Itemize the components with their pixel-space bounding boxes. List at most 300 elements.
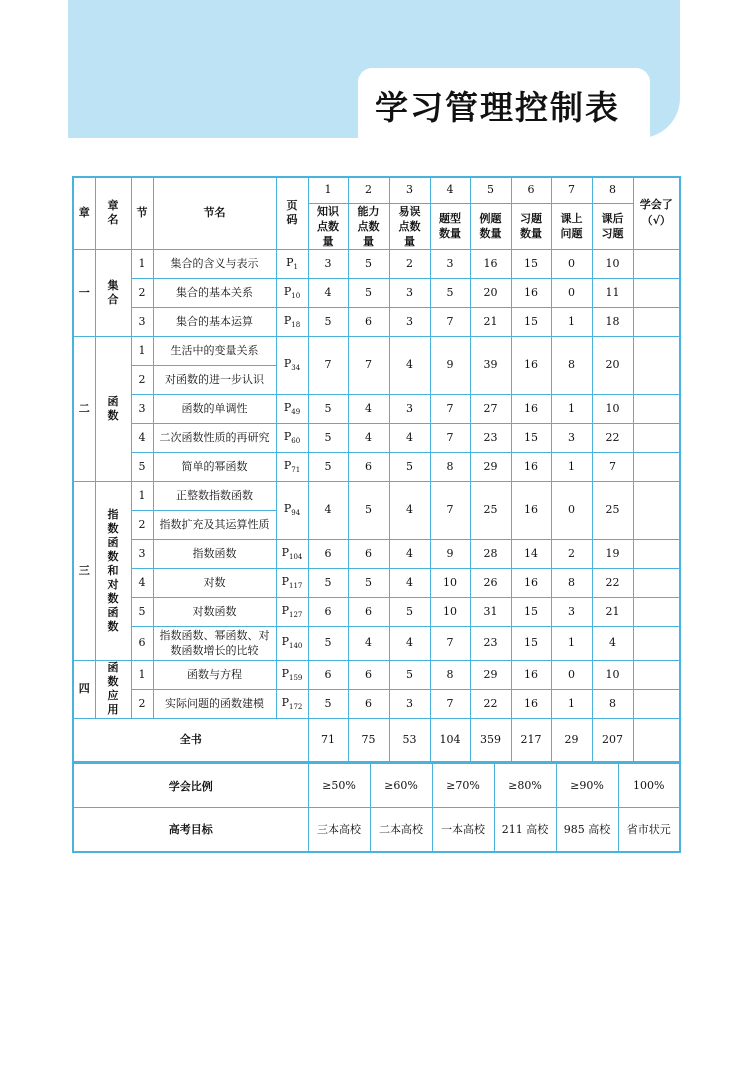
value-cell: 5 bbox=[308, 626, 348, 660]
section-name bbox=[153, 452, 276, 481]
header-col-number: 5 bbox=[470, 177, 511, 203]
section-number: 5 bbox=[131, 597, 153, 626]
section-name-text: 指数函数、幂函数、对数函数增长的比较 bbox=[159, 629, 270, 658]
summary-table bbox=[72, 763, 681, 853]
value-cell: 10 bbox=[592, 394, 633, 423]
total-cell: 359 bbox=[470, 718, 511, 762]
value-cell: 8 bbox=[592, 689, 633, 718]
header-col-label bbox=[511, 203, 551, 249]
table-row bbox=[73, 394, 680, 423]
value-cell: 5 bbox=[348, 568, 389, 597]
value-cell: 1 bbox=[551, 689, 592, 718]
value-cell: 6 bbox=[348, 689, 389, 718]
section-name-text: 生活中的变量关系 bbox=[170, 343, 259, 357]
value-cell: 29 bbox=[470, 452, 511, 481]
header-col-number: 2 bbox=[348, 177, 389, 203]
page-ref bbox=[276, 568, 308, 597]
value-cell: 18 bbox=[592, 307, 633, 336]
table-row bbox=[73, 539, 680, 568]
chapter-name-text: 函数应用 bbox=[107, 661, 119, 717]
page-ref bbox=[276, 626, 308, 660]
value-cell: 5 bbox=[348, 278, 389, 307]
learned-cell bbox=[633, 249, 680, 278]
section-name-text: 集合的基本关系 bbox=[176, 285, 253, 299]
ratio-row bbox=[73, 764, 680, 808]
learned-cell bbox=[633, 718, 680, 762]
chapter-name bbox=[95, 660, 131, 718]
page-ref-text: P bbox=[283, 313, 292, 327]
table-row bbox=[73, 568, 680, 597]
value-cell: 22 bbox=[592, 568, 633, 597]
page-ref-subscript: 104 bbox=[289, 552, 303, 561]
page-ref-subscript: 34 bbox=[291, 364, 301, 373]
value-cell: 5 bbox=[308, 452, 348, 481]
page-ref-subscript: 60 bbox=[291, 436, 301, 445]
section-name-text: 指数函数 bbox=[192, 546, 237, 560]
value-cell: 25 bbox=[592, 481, 633, 539]
learned-cell bbox=[633, 278, 680, 307]
value-cell: 6 bbox=[308, 597, 348, 626]
section-name-text: 指数扩充及其运算性质 bbox=[159, 517, 270, 531]
value-cell: 16 bbox=[511, 394, 551, 423]
section-name bbox=[153, 689, 276, 718]
page-ref bbox=[276, 394, 308, 423]
value-cell: 21 bbox=[470, 307, 511, 336]
section-name-text: 对数函数 bbox=[192, 604, 237, 618]
goal-label: 高考目标 bbox=[73, 808, 308, 852]
goal-cell: 三本高校 bbox=[308, 808, 370, 852]
value-cell: 5 bbox=[308, 394, 348, 423]
value-cell: 39 bbox=[470, 336, 511, 394]
table-row bbox=[73, 660, 680, 689]
page-ref-text: P bbox=[286, 255, 294, 269]
value-cell: 0 bbox=[551, 481, 592, 539]
table-row bbox=[73, 278, 680, 307]
section-number: 3 bbox=[131, 394, 153, 423]
chapter-number: 一 bbox=[73, 249, 95, 336]
value-cell: 11 bbox=[592, 278, 633, 307]
section-name bbox=[153, 510, 276, 539]
value-cell: 4 bbox=[592, 626, 633, 660]
page-ref-text: P bbox=[281, 635, 290, 649]
value-cell: 4 bbox=[348, 423, 389, 452]
value-cell: 4 bbox=[389, 481, 430, 539]
page-ref-text: P bbox=[283, 357, 292, 371]
learned-cell bbox=[633, 568, 680, 597]
page-ref-text: P bbox=[281, 695, 290, 709]
value-cell: 16 bbox=[511, 660, 551, 689]
header-col-label-text: 知识点数量 bbox=[317, 204, 339, 248]
value-cell: 15 bbox=[511, 307, 551, 336]
section-number: 2 bbox=[131, 689, 153, 718]
goal-cell: 985 高校 bbox=[556, 808, 618, 852]
section-name bbox=[153, 423, 276, 452]
header-page-text: 页码 bbox=[286, 199, 298, 227]
chapter-name bbox=[95, 336, 131, 481]
header-section: 节 bbox=[131, 177, 153, 249]
value-cell: 6 bbox=[308, 539, 348, 568]
value-cell: 15 bbox=[511, 249, 551, 278]
header-col-number: 8 bbox=[592, 177, 633, 203]
page-ref bbox=[276, 307, 308, 336]
chapter-name bbox=[95, 249, 131, 336]
value-cell: 10 bbox=[592, 660, 633, 689]
section-name-text: 对数 bbox=[203, 575, 226, 589]
value-cell: 6 bbox=[348, 539, 389, 568]
value-cell: 7 bbox=[430, 423, 470, 452]
value-cell: 6 bbox=[348, 660, 389, 689]
value-cell: 3 bbox=[389, 394, 430, 423]
section-name-text: 二次函数性质的再研究 bbox=[159, 430, 270, 444]
value-cell: 21 bbox=[592, 597, 633, 626]
table-row bbox=[73, 481, 680, 510]
section-number: 4 bbox=[131, 568, 153, 597]
study-control-table bbox=[72, 176, 681, 763]
learned-cell bbox=[633, 336, 680, 394]
value-cell: 16 bbox=[511, 278, 551, 307]
header-col-number: 6 bbox=[511, 177, 551, 203]
header-page bbox=[276, 177, 308, 249]
value-cell: 5 bbox=[308, 689, 348, 718]
section-name bbox=[153, 278, 276, 307]
chapter-number: 三 bbox=[73, 481, 95, 660]
value-cell: 4 bbox=[389, 626, 430, 660]
value-cell: 8 bbox=[430, 452, 470, 481]
value-cell: 25 bbox=[470, 481, 511, 539]
value-cell: 22 bbox=[592, 423, 633, 452]
section-name bbox=[153, 597, 276, 626]
value-cell: 0 bbox=[551, 660, 592, 689]
page-ref-subscript: 18 bbox=[291, 320, 301, 329]
page-ref bbox=[276, 249, 308, 278]
header-col-label-text: 题型数量 bbox=[439, 212, 461, 240]
ratio-label: 学会比例 bbox=[73, 764, 308, 808]
value-cell: 5 bbox=[389, 597, 430, 626]
header-col-label bbox=[308, 203, 348, 249]
value-cell: 9 bbox=[430, 336, 470, 394]
value-cell: 7 bbox=[308, 336, 348, 394]
value-cell: 6 bbox=[308, 660, 348, 689]
header-col-label bbox=[592, 203, 633, 249]
value-cell: 3 bbox=[551, 423, 592, 452]
value-cell: 8 bbox=[551, 568, 592, 597]
value-cell: 10 bbox=[592, 249, 633, 278]
header-section-name: 节名 bbox=[153, 177, 276, 249]
page-title: 学习管理控制表 bbox=[375, 88, 620, 127]
value-cell: 15 bbox=[511, 626, 551, 660]
value-cell: 6 bbox=[348, 452, 389, 481]
header-col-number: 1 bbox=[308, 177, 348, 203]
section-name bbox=[153, 365, 276, 394]
value-cell: 1 bbox=[551, 452, 592, 481]
table-row bbox=[73, 249, 680, 278]
learned-cell bbox=[633, 626, 680, 660]
value-cell: 16 bbox=[511, 481, 551, 539]
value-cell: 5 bbox=[308, 568, 348, 597]
value-cell: 1 bbox=[551, 394, 592, 423]
section-name-text: 简单的幂函数 bbox=[181, 459, 248, 473]
table-row bbox=[73, 336, 680, 365]
value-cell: 8 bbox=[551, 336, 592, 394]
value-cell: 3 bbox=[308, 249, 348, 278]
header-row bbox=[73, 177, 680, 203]
value-cell: 4 bbox=[348, 394, 389, 423]
section-number: 1 bbox=[131, 336, 153, 365]
section-name bbox=[153, 249, 276, 278]
value-cell: 15 bbox=[511, 597, 551, 626]
section-name-text: 函数与方程 bbox=[187, 667, 242, 681]
value-cell: 15 bbox=[511, 423, 551, 452]
goal-cell: 一本高校 bbox=[432, 808, 494, 852]
section-number: 1 bbox=[131, 481, 153, 510]
page-ref-subscript: 159 bbox=[289, 673, 303, 682]
page-ref bbox=[276, 452, 308, 481]
table-row bbox=[73, 689, 680, 718]
learned-cell bbox=[633, 394, 680, 423]
value-cell: 5 bbox=[308, 307, 348, 336]
section-name-text: 对函数的进一步认识 bbox=[165, 372, 264, 386]
value-cell: 5 bbox=[308, 423, 348, 452]
learned-cell bbox=[633, 307, 680, 336]
section-name bbox=[153, 660, 276, 689]
value-cell: 6 bbox=[348, 597, 389, 626]
value-cell: 0 bbox=[551, 278, 592, 307]
header-learned bbox=[633, 177, 680, 249]
chapter-name-text: 集合 bbox=[107, 278, 119, 306]
value-cell: 3 bbox=[389, 689, 430, 718]
total-cell: 75 bbox=[348, 718, 389, 762]
value-cell: 4 bbox=[389, 423, 430, 452]
section-number: 3 bbox=[131, 307, 153, 336]
section-number: 2 bbox=[131, 510, 153, 539]
value-cell: 3 bbox=[389, 307, 430, 336]
value-cell: 2 bbox=[389, 249, 430, 278]
total-row bbox=[73, 718, 680, 762]
goal-cell: 省市状元 bbox=[618, 808, 680, 852]
value-cell: 27 bbox=[470, 394, 511, 423]
value-cell: 19 bbox=[592, 539, 633, 568]
header-col-label bbox=[430, 203, 470, 249]
header-col-label-text: 课上问题 bbox=[560, 212, 583, 240]
value-cell: 3 bbox=[389, 278, 430, 307]
header-col-label-text: 易误点数量 bbox=[398, 204, 421, 248]
value-cell: 7 bbox=[348, 336, 389, 394]
section-number: 6 bbox=[131, 626, 153, 660]
learned-cell bbox=[633, 597, 680, 626]
value-cell: 14 bbox=[511, 539, 551, 568]
header-learned-text: 学会了（√） bbox=[639, 198, 673, 228]
page-ref-text: P bbox=[281, 545, 290, 559]
header-col-label bbox=[348, 203, 389, 249]
page-ref bbox=[276, 689, 308, 718]
chapter-name-text: 函数 bbox=[107, 394, 119, 422]
page-ref bbox=[276, 336, 308, 394]
ratio-cell: 100% bbox=[618, 764, 680, 808]
section-name bbox=[153, 394, 276, 423]
chapter-name-text: 指数函数和对数函数 bbox=[107, 507, 119, 633]
goal-cell: 211 高校 bbox=[494, 808, 556, 852]
section-name-text: 集合的基本运算 bbox=[176, 314, 253, 328]
value-cell: 5 bbox=[348, 481, 389, 539]
value-cell: 16 bbox=[511, 336, 551, 394]
value-cell: 5 bbox=[430, 278, 470, 307]
total-cell: 104 bbox=[430, 718, 470, 762]
value-cell: 4 bbox=[389, 336, 430, 394]
total-cell: 53 bbox=[389, 718, 430, 762]
section-name bbox=[153, 307, 276, 336]
value-cell: 8 bbox=[430, 660, 470, 689]
section-number: 1 bbox=[131, 660, 153, 689]
table-row bbox=[73, 307, 680, 336]
page-ref-subscript: 127 bbox=[289, 610, 303, 619]
ratio-cell: ≥80% bbox=[494, 764, 556, 808]
page-ref bbox=[276, 278, 308, 307]
header-col-label-text: 能力点数量 bbox=[357, 204, 380, 248]
learned-cell bbox=[633, 689, 680, 718]
value-cell: 20 bbox=[592, 336, 633, 394]
header-col-number: 4 bbox=[430, 177, 470, 203]
page-ref-text: P bbox=[283, 502, 292, 516]
value-cell: 16 bbox=[511, 452, 551, 481]
ratio-cell: ≥60% bbox=[370, 764, 432, 808]
ratio-cell: ≥70% bbox=[432, 764, 494, 808]
header-col-number: 3 bbox=[389, 177, 430, 203]
header-col-label-text: 课后习题 bbox=[601, 212, 624, 240]
section-name bbox=[153, 481, 276, 510]
page-ref-subscript: 49 bbox=[291, 407, 301, 416]
page-ref bbox=[276, 423, 308, 452]
section-name-text: 正整数指数函数 bbox=[176, 488, 253, 502]
section-name-text: 函数的单调性 bbox=[181, 401, 248, 415]
page-ref-subscript: 117 bbox=[289, 581, 303, 590]
value-cell: 3 bbox=[551, 597, 592, 626]
value-cell: 7 bbox=[592, 452, 633, 481]
header-col-label bbox=[470, 203, 511, 249]
learned-cell bbox=[633, 423, 680, 452]
header-col-number: 7 bbox=[551, 177, 592, 203]
table-row bbox=[73, 423, 680, 452]
table-row bbox=[73, 597, 680, 626]
page-ref bbox=[276, 481, 308, 539]
value-cell: 7 bbox=[430, 394, 470, 423]
page-ref-text: P bbox=[281, 574, 290, 588]
value-cell: 4 bbox=[389, 539, 430, 568]
learned-cell bbox=[633, 660, 680, 689]
value-cell: 7 bbox=[430, 481, 470, 539]
value-cell: 0 bbox=[551, 249, 592, 278]
value-cell: 7 bbox=[430, 626, 470, 660]
section-name-text: 实际问题的函数建模 bbox=[165, 696, 264, 710]
chapter-number: 二 bbox=[73, 336, 95, 481]
value-cell: 3 bbox=[430, 249, 470, 278]
page-ref-text: P bbox=[283, 429, 292, 443]
header-col-label-text: 习题数量 bbox=[520, 212, 542, 240]
page-ref-subscript: 71 bbox=[291, 465, 301, 474]
value-cell: 5 bbox=[389, 452, 430, 481]
table-row bbox=[73, 626, 680, 660]
value-cell: 7 bbox=[430, 307, 470, 336]
value-cell: 16 bbox=[511, 689, 551, 718]
page-ref-text: P bbox=[281, 666, 290, 680]
header-col-label bbox=[551, 203, 592, 249]
header-chapter: 章 bbox=[73, 177, 95, 249]
section-number: 1 bbox=[131, 249, 153, 278]
section-name bbox=[153, 568, 276, 597]
value-cell: 4 bbox=[308, 481, 348, 539]
value-cell: 10 bbox=[430, 568, 470, 597]
value-cell: 1 bbox=[551, 626, 592, 660]
total-cell: 71 bbox=[308, 718, 348, 762]
value-cell: 4 bbox=[308, 278, 348, 307]
section-name-text: 集合的含义与表示 bbox=[170, 256, 259, 270]
page-ref bbox=[276, 597, 308, 626]
page-ref-subscript: 140 bbox=[289, 642, 303, 651]
goal-row bbox=[73, 808, 680, 852]
page-ref-subscript: 172 bbox=[289, 702, 303, 711]
page-ref-subscript: 94 bbox=[291, 509, 301, 518]
header-chapter-name bbox=[95, 177, 131, 249]
value-cell: 1 bbox=[551, 307, 592, 336]
value-cell: 26 bbox=[470, 568, 511, 597]
value-cell: 5 bbox=[389, 660, 430, 689]
value-cell: 29 bbox=[470, 660, 511, 689]
total-cell: 29 bbox=[551, 718, 592, 762]
page-ref-text: P bbox=[283, 284, 292, 298]
page-ref-text: P bbox=[283, 400, 292, 414]
section-number: 2 bbox=[131, 365, 153, 394]
value-cell: 7 bbox=[430, 689, 470, 718]
value-cell: 23 bbox=[470, 423, 511, 452]
section-name bbox=[153, 336, 276, 365]
value-cell: 10 bbox=[430, 597, 470, 626]
page-ref-text: P bbox=[283, 458, 292, 472]
value-cell: 2 bbox=[551, 539, 592, 568]
total-label: 全书 bbox=[73, 718, 308, 762]
value-cell: 16 bbox=[511, 568, 551, 597]
section-number: 2 bbox=[131, 278, 153, 307]
learned-cell bbox=[633, 452, 680, 481]
page-ref bbox=[276, 660, 308, 689]
value-cell: 6 bbox=[348, 307, 389, 336]
value-cell: 28 bbox=[470, 539, 511, 568]
page-ref-subscript: 1 bbox=[293, 262, 298, 271]
value-cell: 20 bbox=[470, 278, 511, 307]
value-cell: 16 bbox=[470, 249, 511, 278]
header-chapter-name-text: 章名 bbox=[107, 199, 119, 227]
total-cell: 217 bbox=[511, 718, 551, 762]
header-col-label-text: 例题数量 bbox=[479, 212, 502, 240]
page-ref-text: P bbox=[281, 603, 290, 617]
section-number: 4 bbox=[131, 423, 153, 452]
section-number: 5 bbox=[131, 452, 153, 481]
value-cell: 9 bbox=[430, 539, 470, 568]
section-name bbox=[153, 626, 276, 660]
header-col-label bbox=[389, 203, 430, 249]
value-cell: 31 bbox=[470, 597, 511, 626]
value-cell: 23 bbox=[470, 626, 511, 660]
learned-cell bbox=[633, 539, 680, 568]
chapter-number: 四 bbox=[73, 660, 95, 718]
value-cell: 5 bbox=[348, 249, 389, 278]
ratio-cell: ≥90% bbox=[556, 764, 618, 808]
value-cell: 4 bbox=[389, 568, 430, 597]
ratio-cell: ≥50% bbox=[308, 764, 370, 808]
section-name bbox=[153, 539, 276, 568]
page-ref bbox=[276, 539, 308, 568]
value-cell: 4 bbox=[348, 626, 389, 660]
learned-cell bbox=[633, 481, 680, 539]
total-cell: 207 bbox=[592, 718, 633, 762]
